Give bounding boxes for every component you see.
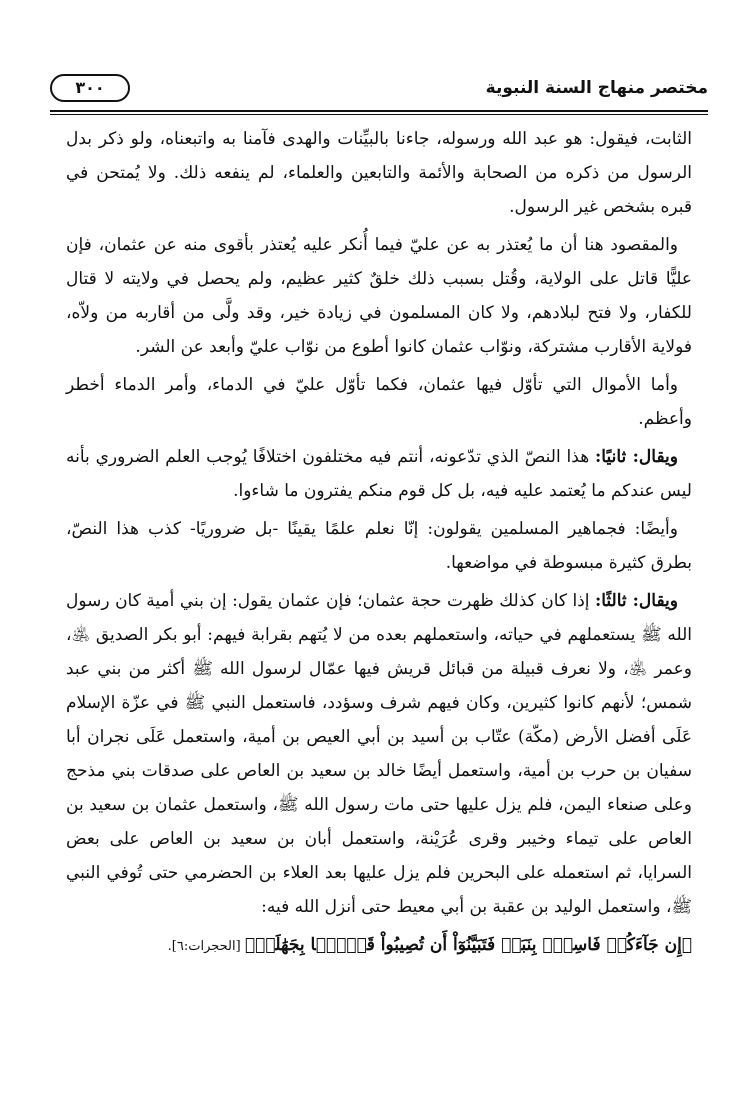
paragraph-4-text: هذا النصّ الذي تدّعونه، أنتم فيه مختلفون اختلافًا يُوجب العلم الضروري بأنه ليس عندكم ما يُعتمد عليه فيه، بل كل قوم منكم يفترون ما شاءوا. [66,447,692,501]
page-number: ٣٠٠ [50,74,130,102]
book-title: مختصر منهاج السنة النبوية [485,78,708,98]
paragraph-7 [66,928,692,964]
paragraph-2 [66,228,692,364]
paragraph-2-text: والمقصود هنا أن ما يُعتذر به عن عليّ فيما أُنكر عليه يُعتذر بأقوى منه عن عثمان، فإن عليًّا قاتل على الولاية، وقُتل بسبب ذلك خلقٌ كثير عظيم، ولم يحصل في ولايته لا قتال للكفار، ولا فتح لبلادهم، ولا كان المسلمون في زيادة خير، وقد ولَّى من أقاربه من ولاّه، فولاية الأقارب مشتركة، ونوّاب عثمان كانوا أطوع من نوّاب عليّ وأبعد عن الشر. [66,235,692,357]
quran-verse: ﴿إِن جَآءَكُمۡ فَاسِقُۢ بِنَبَإٖ فَتَبَيَّنُوٓاْ أَن تُصِيبُواْ قَوۡمَۢا بِجَهَٰلَةٖ﴾ [244,935,692,955]
paragraph-5-text: وأيضًا: فجماهير المسلمين يقولون: إنّا نعلم علمًا يقينًا -بل ضروريًا- كذب هذا النصّ، بطرق كثيرة مبسوطة في مواضعها. [66,519,692,573]
paragraph-5 [66,512,692,580]
header-rule-thin [50,114,708,115]
paragraph-6-text: إذا كان كذلك ظهرت حجة عثمان؛ فإن عثمان يقول: إن بني أمية كان رسول الله ﷺ يستعملهم في حياته، واستعملهم بعده من لا يُتهم بقرابة فيهم: أبو بكر الصديق ﵁، وعمر ﵁، ولا نعرف قبيلة من قبائل قريش فيها عمّال لرسول الله ﷺ أكثر من بني عبد شمس؛ لأنهم كانوا كثيرين، وكان فيهم شرف وسؤدد، فاستعمل النبي ﷺ في عزّة الإسلام عَلَى أفضل الأرض (مكّة) عتّاب بن أسيد بن أبي العيص بن أمية، واستعمل عَلَى نجران أبا سفيان بن حرب بن أمية، واستعمل أيضًا خالد بن سعيد بن العاص على صدقات بني مذحج وعلى صنعاء اليمن، فلم يزل عليها حتى مات رسول الله ﷺ، واستعمل عثمان بن سعيد بن العاص على تيماء وخيبر وقرى عُرَيْنة، واستعمل أبان بن سعيد بن العاص على بعض السرايا، ثم استعمله على البحرين فلم يزل عليها بعد العلاء بن الحضرمي حتى تُوفي النبي ﷺ، واستعمل الوليد بن عقبة بن أبي معيط حتى أنزل الله فيه: [66,591,692,917]
paragraph-6-lead: ويقال: ثالثًا: [594,591,678,611]
paragraph-1-text: الثابت، فيقول: هو عبد الله ورسوله، جاءنا بالبيِّنات والهدى فآمنا به واتبعناه، ولو ذكر بدل الرسول من ذكره من الصحابة والأئمة والتابعين والعلماء، لم ينفعه ذلك. ولا يُمتحن في قبره بشخص غير الرسول. [66,129,692,217]
paragraph-4 [66,440,692,508]
paragraph-6 [66,584,692,924]
verse-citation: [الحجرات:٦]. [167,939,245,954]
paragraph-1 [66,122,692,224]
paragraph-3 [66,368,692,436]
paragraph-3-text: وأما الأموال التي تأوّل فيها عثمان، فكما تأوّل عليّ في الدماء، وأمر الدماء أخطر وأعظم. [66,375,692,429]
page-header [50,74,708,106]
header-rule [50,110,708,112]
corner-tick [718,16,724,22]
paragraph-4-lead: ويقال: ثانيًا: [595,447,678,467]
body-text [66,122,692,968]
